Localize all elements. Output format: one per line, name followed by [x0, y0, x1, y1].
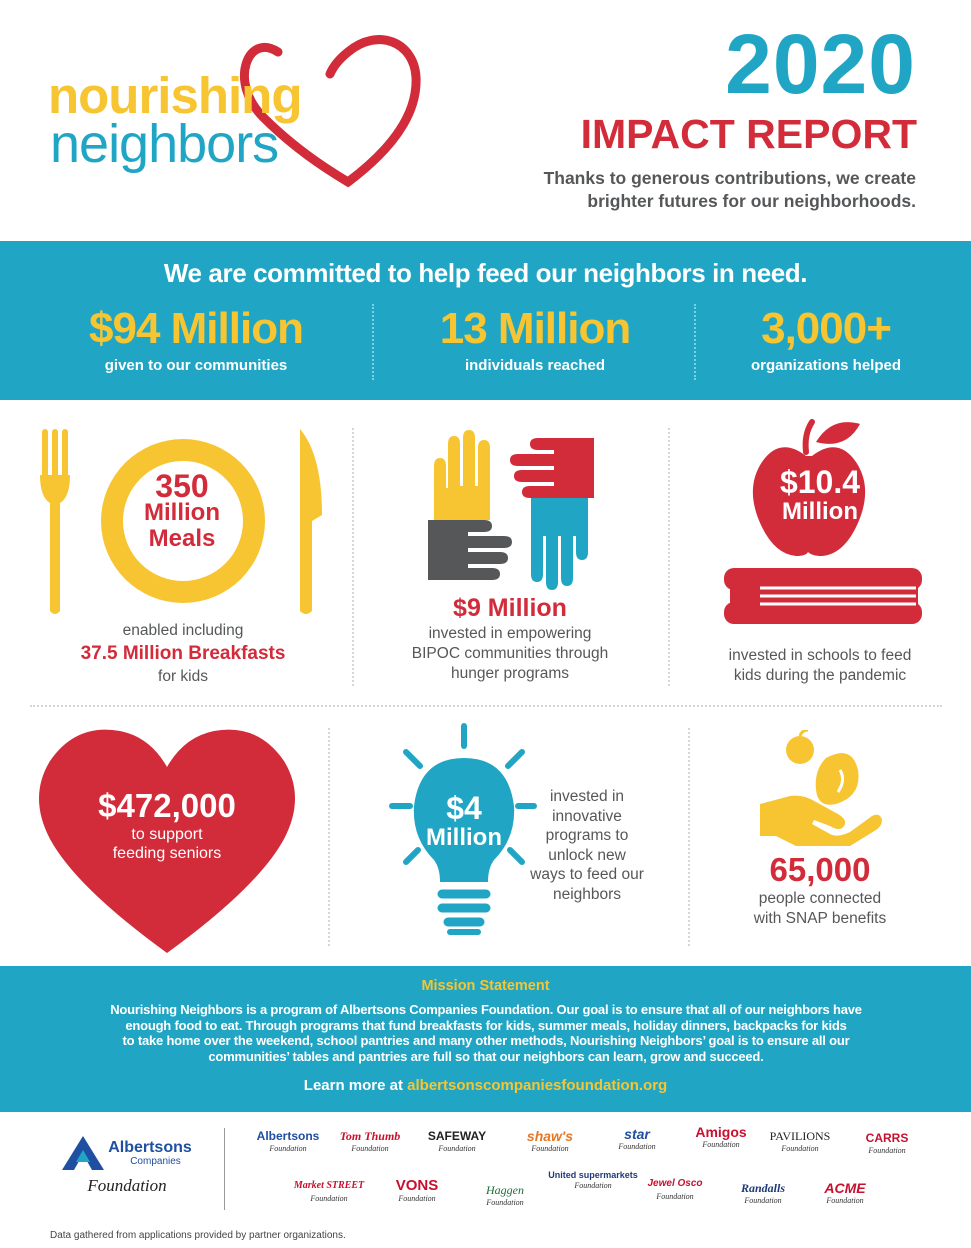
foundation-wordmark: Foundation — [87, 1176, 167, 1195]
tagline-line: brighter futures for our neighborhoods. — [587, 191, 916, 211]
innovation-caption-line: innovative — [552, 807, 622, 825]
brand-logo: Jewel Osco Foundation — [647, 1178, 703, 1201]
seniors-stat — [66, 787, 268, 863]
breakfasts-stat: 37.5 Million Breakfasts — [80, 643, 286, 664]
mission-line: to take home over the weekend, school pantries and many other methods, Nourishing Neighbors’ goal is to ensure all our — [122, 1033, 850, 1048]
meals-caption-line: enabled including — [122, 622, 244, 639]
albertsons-a-icon — [62, 1136, 104, 1170]
grid-divider — [352, 428, 354, 686]
tagline-line: Thanks to generous contributions, we create — [543, 168, 916, 188]
companies-wordmark: Companies — [130, 1156, 181, 1167]
meals-stat — [123, 468, 241, 552]
innovation-caption — [510, 787, 664, 904]
stat-value: 13 Million — [439, 304, 631, 353]
meals-number: 350 — [155, 468, 209, 504]
brand-logo: Haggen Foundation — [486, 1183, 524, 1207]
bipoc-amount: $9 Million — [453, 594, 567, 622]
stat-organizations — [700, 304, 952, 374]
innovation-stat — [414, 792, 514, 852]
innovation-caption-line: programs to — [545, 827, 629, 844]
learn-more — [0, 1077, 971, 1094]
grid-divider — [328, 728, 330, 946]
brand-logo: SAFEWAY Foundation — [427, 1129, 487, 1153]
brand-logo: star Foundation — [618, 1126, 656, 1151]
stat-label: organizations helped — [750, 357, 901, 374]
meals-caption — [30, 621, 336, 687]
grid-divider — [30, 705, 942, 707]
stat-label: given to our communities — [104, 357, 288, 374]
stat-label: individuals reached — [464, 357, 606, 374]
snap-caption-line: people connected — [758, 890, 882, 907]
brand-logo: CARRS Foundation — [865, 1131, 909, 1155]
brand-logo: Tom Thumb Foundation — [339, 1129, 401, 1153]
albertsons-wordmark: Albertsons — [108, 1139, 192, 1156]
brand-logo: Amigos Foundation — [695, 1124, 747, 1149]
stat-individuals — [380, 304, 690, 374]
mission-statement — [57, 1002, 915, 1064]
schools-unit: Million — [782, 498, 858, 525]
tagline — [456, 167, 916, 213]
schools-stat — [750, 465, 890, 525]
brand-logo: VONS Foundation — [395, 1177, 439, 1203]
snap-caption-line: with SNAP benefits — [753, 910, 887, 927]
stat-value: $94 Million — [89, 304, 303, 353]
innovation-caption-line: unlock new — [548, 846, 626, 864]
seniors-amount: $472,000 — [98, 787, 236, 824]
snap-stat — [720, 851, 920, 929]
meals-caption-line: for kids — [158, 668, 208, 685]
report-title: IMPACT REPORT — [580, 111, 917, 157]
innovation-caption-line: ways to feed our — [530, 866, 644, 883]
brand-logo: Market STREET Foundation — [293, 1180, 365, 1203]
bipoc-caption-line: hunger programs — [450, 665, 570, 682]
innovation-caption-line: neighbors — [552, 885, 622, 903]
brand-logo: PAVILIONS Foundation — [769, 1129, 831, 1153]
stat-divider — [694, 304, 696, 380]
footnote: Data gathered from applications provided by partner organizations. — [50, 1230, 346, 1241]
albertsons-foundation-logo — [52, 1136, 202, 1196]
brand-logo: shaw's Foundation — [526, 1128, 574, 1153]
meals-label: Meals — [148, 525, 216, 552]
schools-caption-line: invested in schools to feed — [728, 647, 912, 664]
schools-caption-line: kids during the pandemic — [733, 667, 907, 684]
bipoc-caption-line: invested in empowering — [428, 625, 592, 642]
brand-logo: Albertsons Foundation — [256, 1129, 320, 1153]
stat-value: 3,000+ — [761, 304, 891, 353]
schools-amount: $10.4 — [779, 464, 861, 500]
innovation-caption-line: invested in — [549, 788, 625, 805]
brand-logo: ACME Foundation — [824, 1180, 866, 1205]
hand-food-icon — [756, 730, 884, 846]
report-year: 2020 — [725, 17, 916, 111]
footer-divider — [224, 1128, 225, 1210]
stat-funding — [40, 304, 352, 374]
mission-line: Nourishing Neighbors is a program of Albertsons Companies Foundation. Our goal is to ensure that all of our neighbors have — [110, 1002, 862, 1017]
mission-title: Mission Statement — [421, 978, 550, 994]
learn-more-prefix: Learn more at — [303, 1077, 408, 1094]
apple-book-icon — [720, 412, 926, 644]
brand-logo: United supermarkets Foundation — [548, 1170, 638, 1190]
seniors-caption-line: to support — [131, 826, 203, 843]
grid-divider — [668, 428, 670, 686]
innovation-amount: $4 — [446, 790, 482, 826]
schools-caption — [680, 646, 960, 686]
mission-line: enough food to eat. Through programs that fund breakfasts for kids, summer meals, holiday dinners, backpacks for kids — [125, 1017, 847, 1033]
meals-unit: Million — [144, 499, 220, 526]
logo-text-nourishing: nourishing — [48, 67, 302, 124]
stat-divider — [372, 304, 374, 380]
bipoc-caption-line: BIPOC communities through — [411, 645, 609, 662]
joined-hands-icon — [426, 428, 598, 590]
mission-line: communities’ tables and pantries are full so that our neighbors can learn, grow and succeed. — [208, 1048, 764, 1064]
logo-text-neighbors: neighbors — [50, 114, 279, 174]
foundation-link[interactable]: albertsonscompaniesfoundation.org — [407, 1077, 668, 1094]
innovation-unit: Million — [426, 824, 502, 851]
seniors-caption-line: feeding seniors — [112, 845, 222, 862]
grid-divider — [688, 728, 690, 946]
brand-logo: Randalls Foundation — [740, 1181, 785, 1205]
snap-amount: 65,000 — [769, 851, 871, 888]
commitment-headline: We are committed to help feed our neighbors in need. — [163, 258, 808, 288]
bipoc-stat — [360, 592, 660, 684]
